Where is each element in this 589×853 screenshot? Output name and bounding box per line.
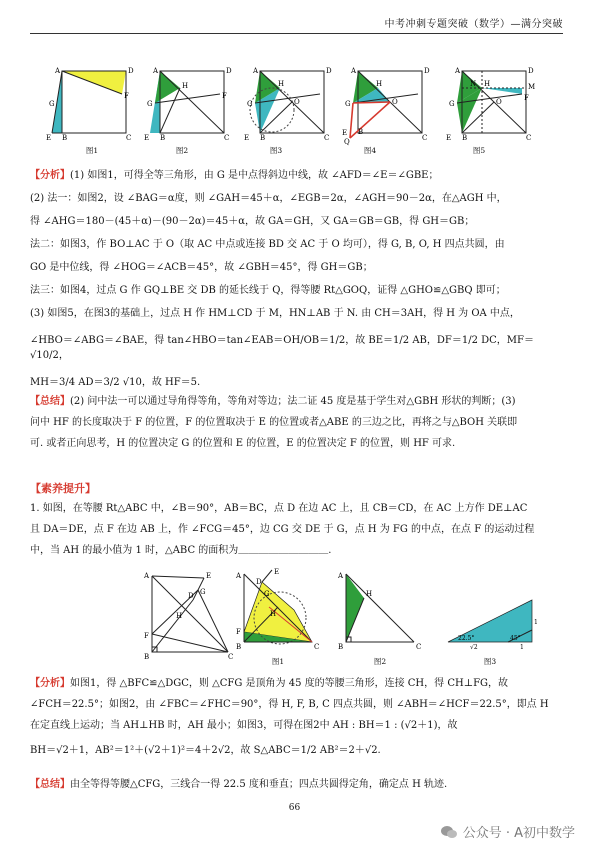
svg-text:F: F <box>524 94 529 102</box>
svg-text:D: D <box>128 67 134 75</box>
analysis-line: GO 是中位线，得 ∠HOG＝∠ACB＝45°，故 ∠GBH＝45°，得 GH＝GB； <box>30 262 373 273</box>
svg-text:A: A <box>153 67 159 75</box>
svg-text:O: O <box>496 98 502 106</box>
analysis-line: 【分析】(1) 如图1，可得全等三角形，由 G 是中点得斜边中线，故 ∠AFD＝∠E＝∠GBE； <box>30 170 439 181</box>
svg-text:D: D <box>226 67 232 75</box>
svg-text:E: E <box>274 568 280 576</box>
analysis-label: 【分析】 <box>30 170 70 181</box>
svg-text:C: C <box>228 653 234 661</box>
svg-text:F: F <box>124 92 129 100</box>
svg-text:D: D <box>326 67 332 75</box>
watermark-text: 公众号 · A初中数学 <box>462 826 575 841</box>
summary-label: 【总结】 <box>30 396 70 407</box>
analysis-line: ∠HBO＝∠ABG＝∠BAE，得 tan∠HBO＝tan∠EAB＝OH/OB＝1/2，故 BE＝1/2 AB，DF＝1/2 DC，MF＝√10/2， <box>30 335 534 361</box>
page-header: 中考冲刺专题突破（数学）—满分突破 <box>384 19 563 30</box>
svg-text:A: A <box>253 67 259 75</box>
svg-text:D: D <box>424 67 430 75</box>
figure-2 <box>140 62 236 140</box>
svg-text:E: E <box>46 134 52 142</box>
svg-text:B: B <box>144 653 150 661</box>
svg-text:E: E <box>206 572 212 580</box>
svg-text:A: A <box>55 67 61 75</box>
svg-text:B: B <box>260 134 266 142</box>
svg-text:F: F <box>222 92 227 100</box>
svg-text:O: O <box>294 98 300 106</box>
svg-text:A: A <box>144 572 150 580</box>
svg-text:E: E <box>144 134 150 142</box>
bottom-caption-2: 图2 <box>373 657 387 666</box>
svg-text:O: O <box>392 98 398 106</box>
svg-text:B: B <box>62 134 68 142</box>
analysis-line: MH＝3/4 AD＝3/2 √10，故 HF＝5. <box>30 377 201 388</box>
problem-block <box>30 501 563 558</box>
svg-text:H: H <box>484 80 491 88</box>
side-label-1: √2 <box>470 644 478 651</box>
fig-caption-5: 图5 <box>472 146 486 155</box>
problem-line: 1. 如图，在等腰 Rt△ABC 中，∠B＝90°，AB＝BC，点 D 在边 AC 上，且 CB＝CD，在 AC 上方作 DE⊥AC <box>30 503 528 514</box>
analysis2-line: BH＝√2＋1，AB²＝1²＋(√2＋1)²＝4＋2√2，故 S△ABC＝1/2 AB²＝2＋√2. <box>30 745 381 756</box>
summary-line: 可. 或者正向思考，H 的位置决定 G 的位置和 E 的位置，E 的位置决定 F 的位置，则 HF 可求. <box>30 438 456 449</box>
svg-text:B: B <box>338 643 344 651</box>
svg-text:B: B <box>160 134 166 142</box>
analysis-line: 法二：如图3，作 BO⊥AC 于 O（取 AC 中点或连接 BD 交 AC 于 O 均可），得 G, B, O, H 四点共圆，由 <box>30 239 505 250</box>
svg-text:B: B <box>236 643 242 651</box>
analysis2-line: 在定直线上运动；当 AH⊥HB 时，AH 最小；如图3，可得在图2中 AH : BH＝1 : (√2＋1)，故 <box>30 720 458 731</box>
side-label-2: 1 <box>520 644 524 651</box>
svg-text:A: A <box>455 67 461 75</box>
angle-label-2: 45° <box>510 635 521 642</box>
figure-3 <box>240 62 336 140</box>
svg-text:C: C <box>324 134 330 142</box>
svg-text:G: G <box>49 100 55 108</box>
svg-text:D: D <box>256 578 262 586</box>
svg-text:G: G <box>147 100 153 108</box>
analysis2-line: ∠FCH＝22.5°；如图2，由 ∠FBC＝∠FHC＝90°，得 H, F, B, C 四点共圆，则 ∠ABH＝∠HCF＝22.5°，即点 H <box>30 699 549 710</box>
analysis-line: 得 ∠AHG＝180－(45＋α)－(90－2α)＝45＋α，故 GA＝GH，又 GA＝GB＝GB，得 GH＝GB； <box>30 216 475 227</box>
angle-label-1: 22.5° <box>458 635 475 642</box>
svg-text:H: H <box>366 590 373 598</box>
fig-caption-1: 图1 <box>85 146 99 155</box>
svg-text:M: M <box>528 83 536 91</box>
svg-text:H: H <box>182 82 189 90</box>
svg-text:F: F <box>236 628 241 636</box>
svg-text:Q: Q <box>344 138 350 146</box>
svg-text:D: D <box>528 67 534 75</box>
side-label-3: 1 <box>534 619 538 626</box>
summary2-text: 由全等得等腰△CFG，三线合一得 22.5 度和垂直；四点共圆得定角，确定点 H 轨迹. <box>70 779 448 790</box>
figure-5 <box>442 62 538 140</box>
fig-caption-2: 图2 <box>175 146 189 155</box>
svg-text:C: C <box>526 134 532 142</box>
summary-line: 问中 HF 的长度取决于 F 的位置，F 的位置取决于 E 的位置或者△ABE 的三边之比，再将之与△BOH 关联即 <box>30 417 518 428</box>
svg-text:C: C <box>224 134 230 142</box>
svg-text:G: G <box>200 588 206 596</box>
svg-text:E: E <box>342 129 348 137</box>
svg-text:G: G <box>247 100 253 108</box>
summary-block <box>30 394 563 451</box>
svg-text:C: C <box>416 643 422 651</box>
problem-line: 中，当 AH 的最小值为 1 时，△ABC 的面积为＿＿＿＿＿＿＿＿＿. <box>30 545 332 556</box>
svg-text:N: N <box>470 80 477 88</box>
figure-b2 <box>334 566 430 650</box>
svg-text:H: H <box>278 80 285 88</box>
wechat-icon <box>440 825 458 839</box>
analysis-line: 法三：如图4，过点 G 作 GQ⊥BE 交 DB 的延长线于 Q，得等腰 Rt△GOQ，证得 △GHO≌△GBQ 即可； <box>30 285 506 296</box>
svg-text:G: G <box>264 590 270 598</box>
svg-text:E: E <box>244 134 250 142</box>
svg-text:F: F <box>144 632 149 640</box>
fig-caption-3: 图3 <box>269 146 283 155</box>
svg-text:B: B <box>462 134 468 142</box>
bottom-caption-3: 图3 <box>483 657 497 666</box>
analysis2-line: 【分析】如图1，得 △BFC≌△DGC，则 △CFG 是顶角为 45 度的等腰三角形，连接 CH，得 CH⊥FG，故 <box>30 678 509 689</box>
section-title: 【素养提升】 <box>30 482 96 495</box>
analysis-line: (3) 如图5，在图3的基础上，过点 H 作 HM⊥CD 于 M，HN⊥AB 于 N. 由 CH＝3AH，得 H 为 OA 中点， <box>30 308 520 319</box>
summary2-block <box>30 777 563 792</box>
svg-text:C: C <box>126 134 132 142</box>
figure-b1 <box>232 566 328 650</box>
svg-text:C: C <box>422 134 428 142</box>
problem-figure <box>140 566 236 662</box>
svg-text:E: E <box>446 134 452 142</box>
problem-line: 且 DA＝DE，点 F 在边 AB 上，作 ∠FCG＝45°，边 CG 交 DE 于 G，点 H 为 FG 的中点，在点 F 的运动过程 <box>30 524 535 535</box>
analysis2-label: 【分析】 <box>30 678 70 689</box>
figure-b3 <box>440 590 540 650</box>
svg-text:A: A <box>338 572 344 580</box>
page-number: 66 <box>288 803 301 813</box>
svg-text:D: D <box>188 592 194 600</box>
figure-1 <box>42 62 138 140</box>
analysis-block <box>30 168 563 390</box>
figure-4 <box>338 62 434 146</box>
analysis-line: (2) 法一：如图2，设 ∠BAG＝α度，则 ∠GAH＝45＋α，∠EGB＝2α，∠AGH＝90－2α，在△AGH 中， <box>30 193 507 204</box>
svg-text:A: A <box>236 572 242 580</box>
fig-caption-4: 图4 <box>363 146 377 155</box>
svg-text:A: A <box>351 67 357 75</box>
bottom-caption-1: 图1 <box>271 657 285 666</box>
analysis2-block <box>30 676 563 758</box>
summary2-label: 【总结】 <box>30 779 70 790</box>
svg-text:B: B <box>358 128 364 136</box>
svg-text:H: H <box>176 612 183 620</box>
svg-text:G: G <box>449 100 455 108</box>
watermark <box>440 822 575 841</box>
svg-text:H: H <box>270 610 277 618</box>
header-rule <box>30 33 563 34</box>
summary-line: 【总结】(2) 问中法一可以通过导角得等角，等角对等边；法二证 45 度是基于学生对△GBH 形状的判断；(3) <box>30 396 516 407</box>
svg-text:C: C <box>314 643 320 651</box>
svg-text:G: G <box>345 100 351 108</box>
svg-text:H: H <box>376 80 383 88</box>
